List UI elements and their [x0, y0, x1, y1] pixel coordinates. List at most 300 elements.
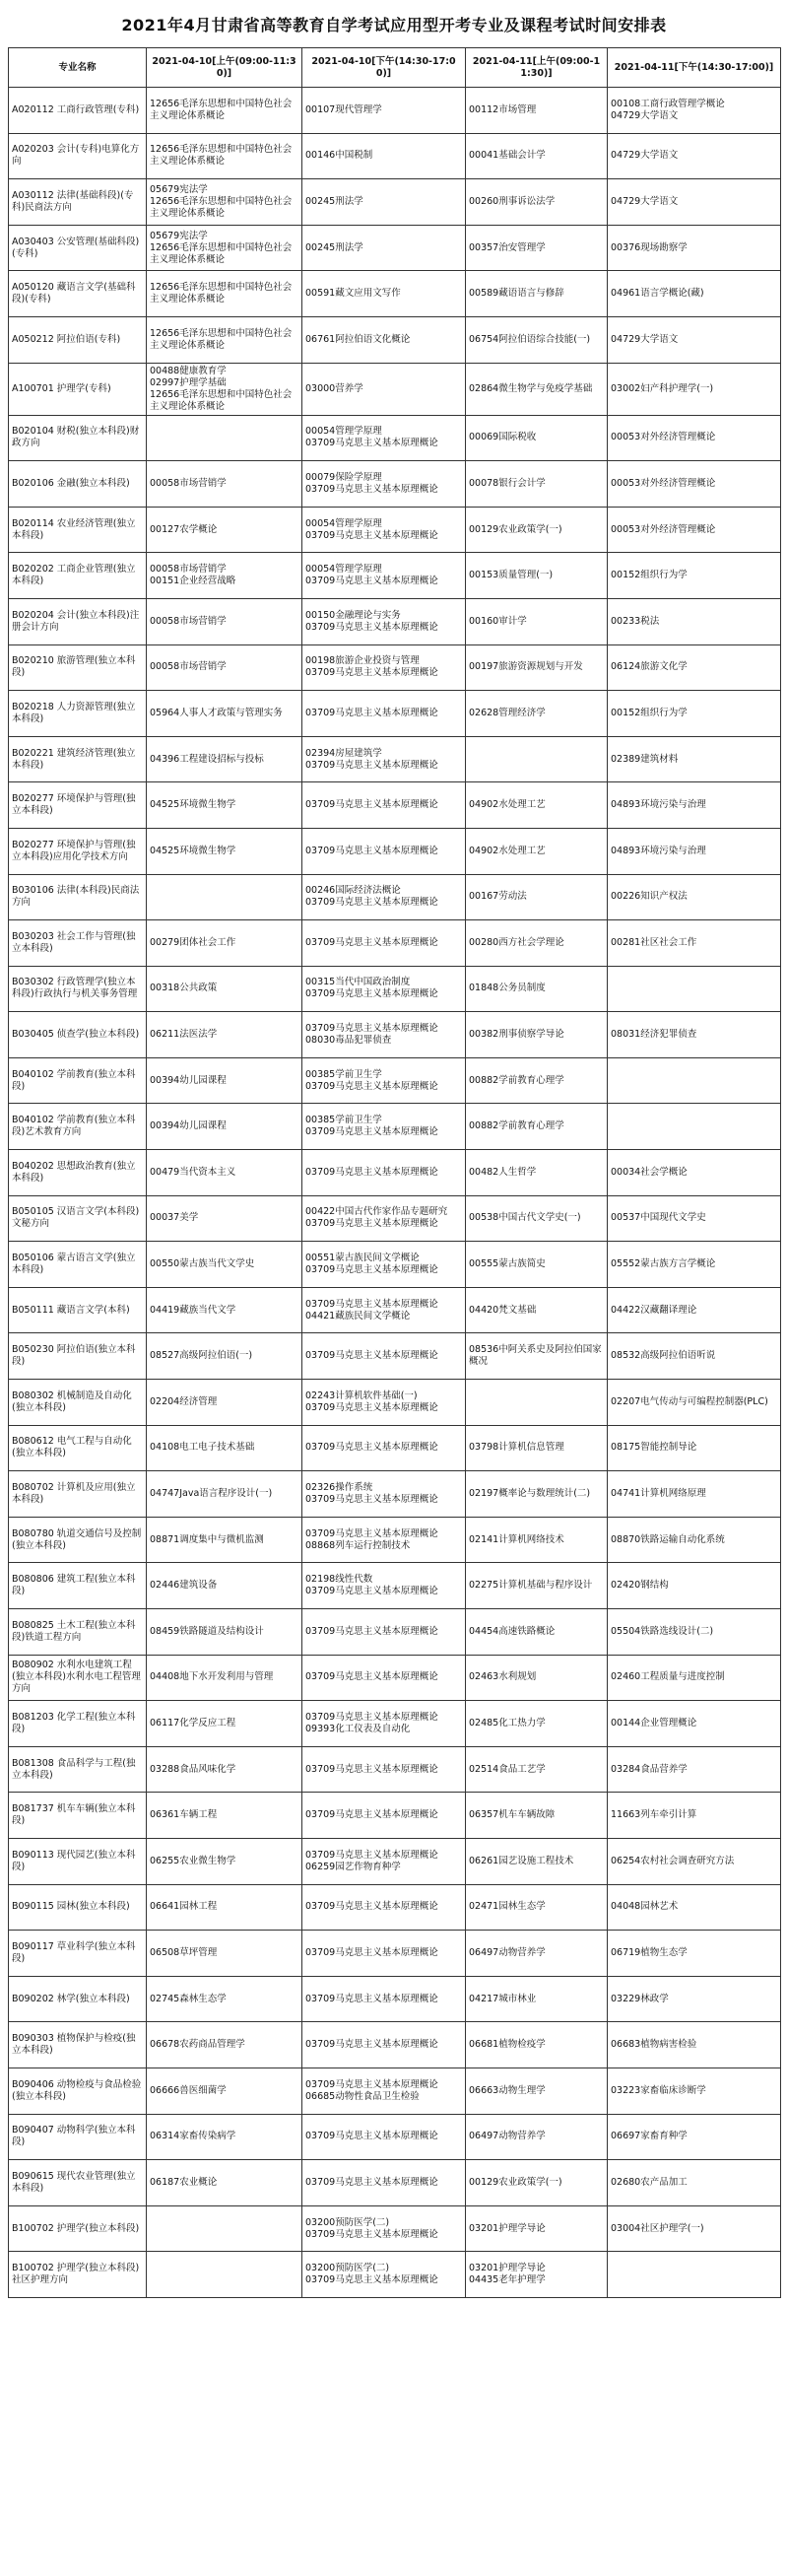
course-name: 12656毛泽东思想和中国特色社会主义理论体系概论 — [150, 195, 293, 219]
course-name: 03709马克思主义基本原理概论 — [305, 1625, 438, 1637]
course-name: 03709马克思主义基本原理概论 — [305, 1218, 438, 1230]
day2-afternoon-cell — [608, 966, 781, 1012]
major-name: B050106 蒙古语言文学(独立本科段) — [12, 1253, 136, 1276]
day2-morning-cell — [466, 691, 608, 737]
major-name: B030302 行政管理学(独立本科段)行政执行与机关事务管理 — [12, 977, 138, 1000]
major-cell — [9, 1057, 147, 1104]
major-name: B020204 会计(独立本科段)注册会计方向 — [12, 609, 140, 633]
day2-afternoon-cell — [608, 2252, 781, 2298]
course-name: 00153质量管理(一) — [469, 570, 554, 581]
course-name: 06681植物检疫学 — [469, 2039, 546, 2051]
header-major: 专业名称 — [9, 48, 147, 88]
day1-afternoon-cell — [302, 507, 466, 553]
course-name: 03709马克思主义基本原理概论 — [305, 2131, 438, 2142]
course-name: 00279团体社会工作 — [150, 936, 236, 948]
day2-afternoon-cell — [608, 598, 781, 644]
course-name: 00041基础会计学 — [469, 150, 546, 162]
course-name: 03709马克思主义基本原理概论 — [305, 1671, 438, 1683]
day2-morning-cell — [466, 1333, 608, 1380]
major-cell — [9, 1563, 147, 1609]
course-name: 00150金融理论与实务 — [305, 609, 401, 621]
major-name: B090113 现代园艺(独立本科段) — [12, 1849, 136, 1872]
major-name: B080780 轨道交通信号及控制(独立本科段) — [12, 1527, 142, 1551]
course-name: 00376现场勘察学 — [611, 241, 688, 253]
day2-morning-cell — [466, 920, 608, 967]
course-name: 06666兽医细菌学 — [150, 2084, 227, 2096]
table-row — [9, 1517, 781, 1563]
day2-morning-cell — [466, 316, 608, 363]
course-name: 00144企业管理概论 — [611, 1717, 697, 1729]
course-name: 03709马克思主义基本原理概论 — [305, 529, 438, 541]
day2-afternoon-cell — [608, 736, 781, 782]
major-cell — [9, 2022, 147, 2068]
day2-afternoon-cell — [608, 461, 781, 508]
day1-afternoon-cell — [302, 920, 466, 967]
day1-afternoon-cell — [302, 1609, 466, 1656]
course-name: 06663动物生理学 — [469, 2084, 546, 2096]
course-name: 04525环境微生物学 — [150, 799, 236, 811]
course-name: 03000营养学 — [305, 382, 363, 394]
course-name: 06124旅游文化学 — [611, 661, 688, 673]
course-name: 03004社区护理学(一) — [611, 2222, 704, 2234]
day1-morning-cell — [147, 2160, 302, 2206]
course-name: 00107现代管理学 — [305, 103, 382, 115]
day1-afternoon-cell — [302, 1150, 466, 1196]
day2-afternoon-cell — [608, 874, 781, 920]
day2-morning-cell — [466, 1793, 608, 1839]
course-name: 03709马克思主义基本原理概论 — [305, 667, 438, 679]
table-row — [9, 461, 781, 508]
course-name: 06259园艺作物育种学 — [305, 1861, 401, 1872]
course-name: 04729大学语文 — [611, 109, 679, 121]
course-name: 02207电气传动与可编程控制器(PLC) — [611, 1395, 768, 1407]
day1-afternoon-cell — [302, 1012, 466, 1058]
day1-afternoon-cell — [302, 1884, 466, 1931]
major-name: B100702 护理学(独立本科段) — [12, 2222, 140, 2234]
table-row — [9, 1609, 781, 1656]
major-name: B020218 人力资源管理(独立本科段) — [12, 701, 136, 724]
course-name: 03709马克思主义基本原理概论 — [305, 1401, 438, 1413]
course-name: 00555蒙古族简史 — [469, 1258, 546, 1270]
major-name: A020112 工商行政管理(专科) — [12, 103, 140, 115]
course-name: 00127农学概论 — [150, 523, 218, 535]
day1-morning-cell — [147, 874, 302, 920]
course-name: 00245刑法学 — [305, 195, 363, 207]
day1-afternoon-cell — [302, 1195, 466, 1242]
course-name: 04729大学语文 — [611, 195, 679, 207]
major-cell — [9, 782, 147, 829]
course-name: 04525环境微生物学 — [150, 845, 236, 856]
major-cell — [9, 691, 147, 737]
course-name: 00152组织行为学 — [611, 707, 688, 718]
course-name: 02471园林生态学 — [469, 1901, 546, 1913]
course-name: 04419藏族当代文学 — [150, 1304, 236, 1316]
day2-afternoon-cell — [608, 1012, 781, 1058]
course-name: 02275计算机基础与程序设计 — [469, 1580, 593, 1592]
day2-afternoon-cell — [608, 1471, 781, 1518]
course-name: 03709马克思主义基本原理概论 — [305, 897, 438, 909]
course-name: 01848公务员制度 — [469, 983, 546, 994]
day1-afternoon-cell — [302, 828, 466, 874]
course-name: 03709马克思主义基本原理概论 — [305, 1586, 438, 1597]
course-name: 12656毛泽东思想和中国特色社会主义理论体系概论 — [150, 241, 293, 265]
course-name: 12656毛泽东思想和中国特色社会主义理论体系概论 — [150, 98, 293, 121]
course-name: 09393化工仪表及自动化 — [305, 1723, 411, 1734]
header-day2-afternoon: 2021-04-11[下午(14:30-17:00)] — [608, 48, 781, 88]
course-name: 03709马克思主义基本原理概论 — [305, 1901, 438, 1913]
course-name: 06211法医法学 — [150, 1029, 218, 1041]
schedule-table — [8, 47, 781, 2298]
day2-afternoon-cell — [608, 1609, 781, 1656]
course-name: 06255农业微生物学 — [150, 1855, 236, 1866]
day1-afternoon-cell — [302, 1333, 466, 1380]
day1-afternoon-cell — [302, 874, 466, 920]
table-row — [9, 1471, 781, 1518]
day1-morning-cell — [147, 2022, 302, 2068]
table-body — [9, 88, 781, 2298]
table-row — [9, 133, 781, 179]
day1-morning-cell — [147, 1517, 302, 1563]
day2-morning-cell — [466, 2022, 608, 2068]
major-cell — [9, 828, 147, 874]
day2-morning-cell — [466, 507, 608, 553]
major-cell — [9, 507, 147, 553]
course-name: 00385学前卫生学 — [305, 1115, 382, 1126]
day1-afternoon-cell — [302, 88, 466, 134]
course-name: 00488健康教育学 — [150, 365, 227, 376]
day1-afternoon-cell — [302, 1380, 466, 1426]
day1-afternoon-cell — [302, 1057, 466, 1104]
course-name: 00146中国税制 — [305, 150, 373, 162]
course-name: 06685动物性食品卫生检验 — [305, 2090, 420, 2102]
major-cell — [9, 316, 147, 363]
day2-morning-cell — [466, 1884, 608, 1931]
day2-afternoon-cell — [608, 316, 781, 363]
course-name: 00550蒙古族当代文学史 — [150, 1258, 255, 1270]
course-name: 00152组织行为学 — [611, 570, 688, 581]
day2-afternoon-cell — [608, 553, 781, 599]
day1-afternoon-cell — [302, 644, 466, 691]
course-name: 04741计算机网络原理 — [611, 1488, 706, 1500]
major-name: A030112 法律(基础科段)(专科)民商法方向 — [12, 189, 134, 213]
day2-afternoon-cell — [608, 507, 781, 553]
day1-afternoon-cell — [302, 2068, 466, 2114]
day1-afternoon-cell — [302, 691, 466, 737]
course-name: 00053对外经济管理概论 — [611, 432, 716, 443]
day2-afternoon-cell — [608, 1746, 781, 1793]
course-name: 06497动物营养学 — [469, 2131, 546, 2142]
day1-morning-cell — [147, 782, 302, 829]
course-name: 03201护理学导论 — [469, 2263, 546, 2274]
table-row — [9, 225, 781, 271]
major-name: A020203 会计(专科)电算化方向 — [12, 144, 140, 168]
major-cell — [9, 1333, 147, 1380]
course-name: 00054管理学原理 — [305, 517, 382, 529]
day1-morning-cell — [147, 1884, 302, 1931]
course-name: 00198旅游企业投资与管理 — [305, 655, 420, 667]
table-row — [9, 507, 781, 553]
course-name: 00129农业政策学(一) — [469, 2176, 562, 2188]
course-name: 03229林政学 — [611, 1993, 669, 2004]
day1-morning-cell — [147, 225, 302, 271]
major-name: B090117 草业科学(独立本科段) — [12, 1940, 136, 1964]
course-name: 00394幼儿园课程 — [150, 1120, 227, 1132]
major-cell — [9, 736, 147, 782]
course-name: 08175智能控制导论 — [611, 1442, 697, 1454]
day1-morning-cell — [147, 1380, 302, 1426]
course-name: 12656毛泽东思想和中国特色社会主义理论体系概论 — [150, 282, 293, 305]
table-row — [9, 1195, 781, 1242]
course-name: 12656毛泽东思想和中国特色社会主义理论体系概论 — [150, 327, 293, 351]
table-row — [9, 920, 781, 967]
course-name: 03709马克思主义基本原理概论 — [305, 1080, 438, 1092]
major-name: B040202 思想政治教育(独立本科段) — [12, 1160, 136, 1184]
table-row — [9, 1380, 781, 1426]
major-name: B030405 侦查学(独立本科段) — [12, 1029, 140, 1041]
course-name: 00315当代中国政治制度 — [305, 977, 411, 988]
course-name: 04729大学语文 — [611, 150, 679, 162]
course-name: 08527高级阿拉伯语(一) — [150, 1350, 253, 1362]
major-cell — [9, 225, 147, 271]
day1-morning-cell — [147, 271, 302, 317]
day1-afternoon-cell — [302, 598, 466, 644]
day1-morning-cell — [147, 1104, 302, 1150]
major-cell — [9, 966, 147, 1012]
table-row — [9, 1746, 781, 1793]
table-row — [9, 598, 781, 644]
course-name: 08868列车运行控制技术 — [305, 1539, 411, 1551]
day1-morning-cell — [147, 1838, 302, 1884]
day2-morning-cell — [466, 1195, 608, 1242]
day1-morning-cell — [147, 2114, 302, 2160]
course-name: 02420钢结构 — [611, 1580, 669, 1592]
day2-afternoon-cell — [608, 1655, 781, 1701]
course-name: 02141计算机网络技术 — [469, 1533, 564, 1545]
course-name: 06761阿拉伯语文化概论 — [305, 333, 411, 345]
major-cell — [9, 1931, 147, 1977]
major-cell — [9, 1425, 147, 1471]
course-name: 03709马克思主义基本原理概论 — [305, 1527, 438, 1539]
table-row — [9, 553, 781, 599]
table-row — [9, 1150, 781, 1196]
day1-afternoon-cell — [302, 415, 466, 461]
day1-afternoon-cell — [302, 966, 466, 1012]
table-row — [9, 88, 781, 134]
table-row — [9, 1333, 781, 1380]
course-name: 03002妇产科护理学(一) — [611, 382, 714, 394]
major-cell — [9, 2160, 147, 2206]
major-cell — [9, 920, 147, 967]
course-name: 02389建筑材料 — [611, 753, 679, 765]
header-day1-morning: 2021-04-10[上午(09:00-11:30)] — [147, 48, 302, 88]
day2-afternoon-cell — [608, 1931, 781, 1977]
course-name: 00280西方社会学理论 — [469, 936, 564, 948]
course-name: 02394房屋建筑学 — [305, 747, 382, 759]
table-row — [9, 2114, 781, 2160]
major-cell — [9, 1380, 147, 1426]
day2-morning-cell — [466, 966, 608, 1012]
course-name: 00197旅游资源规划与开发 — [469, 661, 583, 673]
day2-afternoon-cell — [608, 1517, 781, 1563]
day1-afternoon-cell — [302, 2252, 466, 2298]
table-row — [9, 2160, 781, 2206]
major-name: B020114 农业经济管理(独立本科段) — [12, 517, 136, 541]
course-name: 03709马克思主义基本原理概论 — [305, 576, 438, 587]
day2-morning-cell — [466, 828, 608, 874]
day2-morning-cell — [466, 553, 608, 599]
day1-morning-cell — [147, 1242, 302, 1288]
day2-afternoon-cell — [608, 1380, 781, 1426]
course-name: 04048园林艺术 — [611, 1901, 679, 1913]
day1-morning-cell — [147, 88, 302, 134]
course-name: 02680农产品加工 — [611, 2176, 688, 2188]
day1-morning-cell — [147, 1012, 302, 1058]
course-name: 03709马克思主义基本原理概论 — [305, 1023, 438, 1035]
course-name: 00079保险学原理 — [305, 471, 382, 483]
major-name: B020202 工商企业管理(独立本科段) — [12, 564, 136, 587]
day1-morning-cell — [147, 363, 302, 415]
course-name: 00129农业政策学(一) — [469, 523, 562, 535]
course-name: 00246国际经济法概论 — [305, 885, 401, 897]
course-name: 05504铁路选线设计(二) — [611, 1625, 714, 1637]
day2-morning-cell — [466, 1746, 608, 1793]
course-name: 03709马克思主义基本原理概论 — [305, 707, 438, 718]
table-row — [9, 1104, 781, 1150]
day2-afternoon-cell — [608, 271, 781, 317]
course-name: 12656毛泽东思想和中国特色社会主义理论体系概论 — [150, 144, 293, 168]
course-name: 00160审计学 — [469, 615, 527, 627]
course-name: 03200预防医学(二) — [305, 2216, 390, 2228]
course-name: 04408地下水开发利用与管理 — [150, 1671, 274, 1683]
day2-morning-cell — [466, 179, 608, 226]
course-name: 06314家畜传染病学 — [150, 2131, 236, 2142]
course-name: 03709马克思主义基本原理概论 — [305, 1494, 438, 1506]
day1-morning-cell — [147, 1195, 302, 1242]
course-name: 00226知识产权法 — [611, 891, 688, 903]
day2-morning-cell — [466, 736, 608, 782]
major-name: B081737 机车车辆(独立本科段) — [12, 1803, 136, 1827]
major-name: B090406 动物检疫与食品检验(独立本科段) — [12, 2078, 142, 2102]
major-cell — [9, 1609, 147, 1656]
major-name: B090202 林学(独立本科段) — [12, 1993, 130, 2004]
major-name: B090303 植物保护与检疫(独立本科段) — [12, 2033, 136, 2057]
table-row — [9, 1057, 781, 1104]
major-name: B080806 建筑工程(独立本科段) — [12, 1574, 136, 1597]
day2-afternoon-cell — [608, 782, 781, 829]
table-row — [9, 691, 781, 737]
major-name: B100702 护理学(独立本科段)社区护理方向 — [12, 2263, 140, 2286]
day1-morning-cell — [147, 316, 302, 363]
course-name: 06254农村社会调查研究方法 — [611, 1855, 735, 1866]
course-name: 05679宪法学 — [150, 230, 208, 241]
course-name: 03798计算机信息管理 — [469, 1442, 564, 1454]
day1-morning-cell — [147, 1931, 302, 1977]
day1-afternoon-cell — [302, 553, 466, 599]
course-name: 03709马克思主义基本原理概论 — [305, 1993, 438, 2004]
day1-morning-cell — [147, 1287, 302, 1333]
course-name: 08870铁路运输自动化系统 — [611, 1533, 725, 1545]
day1-morning-cell — [147, 736, 302, 782]
course-name: 04422汉藏翻译理论 — [611, 1304, 697, 1316]
day1-afternoon-cell — [302, 461, 466, 508]
table-row — [9, 1884, 781, 1931]
major-name: B080302 机械制造及自动化(独立本科段) — [12, 1390, 132, 1413]
major-cell — [9, 363, 147, 415]
major-cell — [9, 1012, 147, 1058]
course-name: 02485化工热力学 — [469, 1717, 546, 1729]
course-name: 03709马克思主义基本原理概论 — [305, 621, 438, 633]
major-name: B050111 藏语言文学(本科) — [12, 1304, 130, 1316]
day2-morning-cell — [466, 1425, 608, 1471]
day2-morning-cell — [466, 271, 608, 317]
major-name: B020210 旅游管理(独立本科段) — [12, 655, 136, 679]
day2-morning-cell — [466, 1057, 608, 1104]
major-name: B050230 阿拉伯语(独立本科段) — [12, 1344, 136, 1368]
table-row — [9, 1655, 781, 1701]
course-name: 03284食品营养学 — [611, 1763, 688, 1775]
course-name: 00318公共政策 — [150, 983, 218, 994]
major-cell — [9, 1884, 147, 1931]
day2-morning-cell — [466, 598, 608, 644]
day1-afternoon-cell — [302, 133, 466, 179]
day2-morning-cell — [466, 461, 608, 508]
major-name: B020277 环境保护与管理(独立本科段)应用化学技术方向 — [12, 839, 136, 862]
course-name: 03709马克思主义基本原理概论 — [305, 1946, 438, 1958]
course-name: 03709马克思主义基本原理概论 — [305, 845, 438, 856]
day1-morning-cell — [147, 133, 302, 179]
day2-afternoon-cell — [608, 415, 781, 461]
major-cell — [9, 1242, 147, 1288]
course-name: 04421藏族民间文学概论 — [305, 1310, 411, 1322]
day2-afternoon-cell — [608, 1242, 781, 1288]
course-name: 03709马克思主义基本原理概论 — [305, 2078, 438, 2090]
major-name: A050120 藏语言文学(基础科段)(专科) — [12, 282, 136, 305]
day1-morning-cell — [147, 179, 302, 226]
course-name: 02446建筑设备 — [150, 1580, 218, 1592]
course-name: 04747Java语言程序设计(一) — [150, 1488, 273, 1500]
table-row — [9, 316, 781, 363]
major-name: B090615 现代农业管理(独立本科段) — [12, 2170, 136, 2194]
day1-afternoon-cell — [302, 1471, 466, 1518]
day1-morning-cell — [147, 461, 302, 508]
course-name: 06719植物生态学 — [611, 1946, 688, 1958]
course-name: 03200预防医学(二) — [305, 2263, 390, 2274]
day2-afternoon-cell — [608, 1976, 781, 2022]
day1-afternoon-cell — [302, 2160, 466, 2206]
major-cell — [9, 133, 147, 179]
major-cell — [9, 644, 147, 691]
major-name: B080825 土木工程(独立本科段)铁道工程方向 — [12, 1619, 136, 1643]
day1-morning-cell — [147, 1471, 302, 1518]
day2-morning-cell — [466, 1104, 608, 1150]
course-name: 00167劳动法 — [469, 891, 527, 903]
course-name: 06678农药商品管理学 — [150, 2039, 245, 2051]
day1-morning-cell — [147, 415, 302, 461]
day2-morning-cell — [466, 1609, 608, 1656]
course-name: 00260刑事诉讼法学 — [469, 195, 556, 207]
day1-morning-cell — [147, 553, 302, 599]
course-name: 00054管理学原理 — [305, 564, 382, 576]
course-name: 00482人生哲学 — [469, 1166, 537, 1178]
course-name: 06508草坪管理 — [150, 1946, 218, 1958]
day2-afternoon-cell — [608, 88, 781, 134]
day2-afternoon-cell — [608, 133, 781, 179]
day1-morning-cell — [147, 1425, 302, 1471]
table-row — [9, 1976, 781, 2022]
course-name: 02204经济管理 — [150, 1395, 218, 1407]
day2-morning-cell — [466, 1976, 608, 2022]
major-name: B081308 食品科学与工程(独立本科段) — [12, 1757, 136, 1781]
